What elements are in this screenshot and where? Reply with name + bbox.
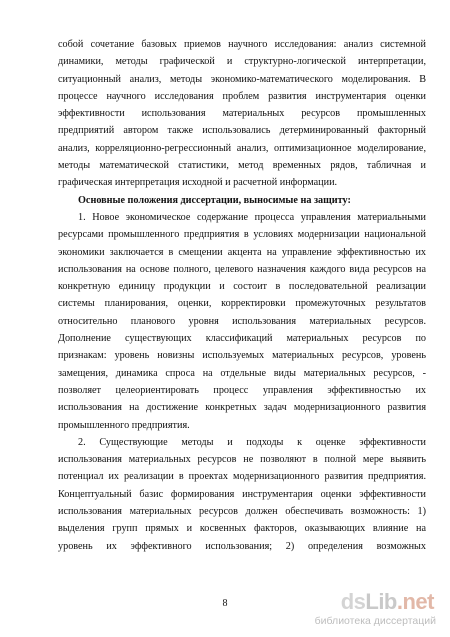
text-line: ресурсами промышленного предприятия в условиях модернизации национальной	[58, 229, 426, 241]
text-line: промышленного предприятия.	[58, 419, 190, 431]
text-line: динамики, методы графической и структурно-логической интерпретации,	[58, 56, 426, 68]
section-heading: Основные положения диссертации, выносимые на защиту:	[78, 194, 351, 206]
text-line: эффективности использования материальных ресурсов промышленных	[58, 108, 426, 120]
text-line: 1. Новое экономическое содержание процесса управления материальными	[78, 211, 426, 223]
page-number: 8	[222, 598, 228, 609]
text-line: потенциал их реализации в проектах модернизационного развития предприятия.	[58, 471, 426, 483]
text-line: использования материальных ресурсов не позволяют в полной мере выявить	[58, 454, 426, 466]
document-body	[58, 36, 426, 555]
text-line: 2. Существующие методы и подходы к оценке эффективности	[78, 436, 426, 448]
text-line: использования на достижение конкретных задач модернизационного развития	[58, 402, 426, 414]
text-line: позволяет целеориентировать процесс управления эффективностью их	[58, 384, 426, 396]
text-line: анализ, корреляционно-регрессионный анализ, оптимизационное моделирование,	[58, 142, 426, 154]
text-line: использования материальных ресурсов должен обеспечивать возможность: 1)	[58, 506, 426, 518]
text-line: относительно планового уровня использования материальных ресурсов.	[58, 315, 426, 327]
text-line: Дополнение существующих классификаций материальных ресурсов по	[58, 333, 426, 345]
text-line: предприятий автором также использовались детерминированный факторный	[58, 125, 426, 137]
text-line: уровень их эффективного использования; 2) определения возможных	[58, 540, 426, 552]
text-line: использования на основе полного, целевого назначения каждого вида ресурсов на	[58, 263, 426, 275]
text-line: графическая интерпретация исходной и расчетной информации.	[58, 177, 338, 189]
watermark-subtitle: библиотека диссертаций	[314, 615, 436, 627]
text-line: процессе научного исследования проблем развития инструментария оценки	[58, 90, 426, 102]
text-line: замещения, динамика спроса на отдельные виды материальных ресурсов, -	[58, 367, 426, 379]
text-line: собой сочетание базовых приемов научного исследования: анализ системной	[58, 39, 426, 50]
text-line: ситуационный анализ, методы экономико-математического моделирования. В	[58, 73, 426, 85]
text-line: выделения групп прямых и косвенных факторов, оказывающих влияние на	[58, 523, 426, 535]
text-line: признакам: уровень новизны используемых материальных ресурсов, уровень	[58, 350, 426, 362]
text-line: Концептуальный базис формирования инструментария оценки эффективности	[58, 488, 426, 500]
text-line: конкретную единицу продукции и состоит в последовательной реализации	[58, 281, 426, 293]
text-line: экономики заключается в смещении акцента на управление эффективностью их	[58, 246, 426, 258]
text-line: системы планирования, оценки, корректировки промежуточных результатов	[58, 298, 426, 310]
watermark-logo: dsLib.net	[340, 589, 434, 614]
text-line: методы математической статистики, метод временных рядов, табличная и	[58, 160, 426, 172]
watermark	[300, 589, 440, 633]
